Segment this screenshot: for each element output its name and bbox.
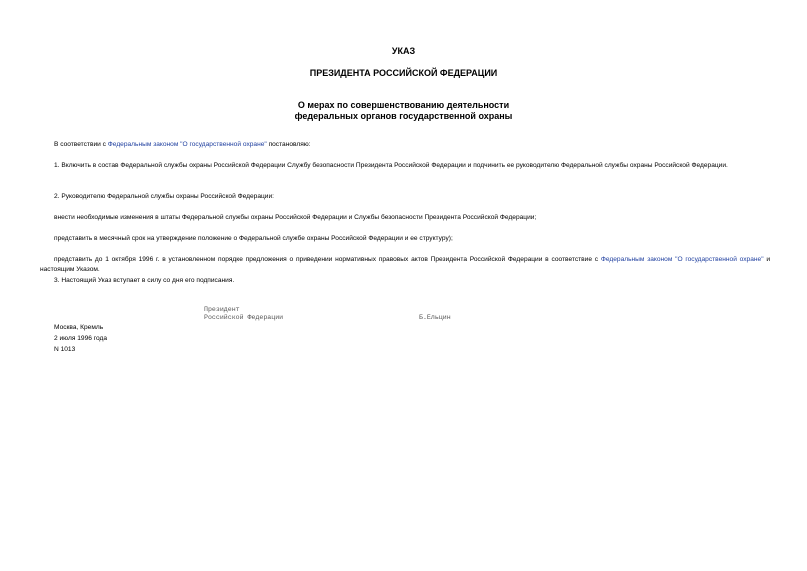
preamble-text-before: В соответствии с (54, 141, 108, 148)
item-2-c-text-before: представить до 1 октября 1996 г. в установленном порядке предложения о приведении нормативных правовых актов Президента Российской Федерации в соответствие с (54, 256, 601, 263)
item-3-paragraph: 3. Настоящий Указ вступает в силу со дня его подписания. (54, 277, 235, 284)
signing-place: Москва, Кремль (54, 324, 104, 331)
title-line-1: О мерах по совершенствованию деятельности (297, 100, 510, 110)
federal-law-link-2[interactable]: Федеральным законом "О государственной охране" (600, 256, 764, 263)
item-2-subparagraph-b: представить в месячный срок на утверждение положение о Федеральной службе охраны Российской Федерации и ее структуру); (54, 235, 453, 242)
item-1-paragraph: 1. Включить в состав Федеральной службы охраны Российской Федерации Службу безопасности Президента Российской Федерации и подчинить ее руководителю Федеральной службы охраны Российской Федерации. (54, 162, 728, 169)
title-line-2: федеральных органов государственной охраны (294, 111, 513, 121)
preamble-text-after: постановляю: (266, 141, 311, 148)
federal-law-link[interactable]: Федеральным законом "О государственной охране" (107, 141, 267, 148)
signing-date: 2 июля 1996 года (54, 335, 108, 342)
preamble-paragraph (40, 140, 770, 150)
signature-position-line-2: Российской Федерации (204, 314, 284, 321)
signature-name: Б.Ельцин (419, 314, 451, 321)
signature-position-line-1: Президент (204, 306, 240, 313)
item-2-subparagraph-c (40, 255, 770, 275)
item-2-c-text-after: и настоящим Указом. (40, 256, 770, 273)
item-2-paragraph: 2. Руководителю Федеральной службы охраны Российской Федерации: (54, 193, 274, 200)
document-type-heading: УКАЗ (391, 46, 416, 56)
document-number: N 1013 (54, 346, 76, 353)
item-2-subparagraph-a: внести необходимые изменения в штаты Федеральной службы охраны Российской Федерации и Службы безопасности Президента Российской Федерации; (54, 214, 537, 221)
issuer-heading: ПРЕЗИДЕНТА РОССИЙСКОЙ ФЕДЕРАЦИИ (309, 68, 498, 78)
